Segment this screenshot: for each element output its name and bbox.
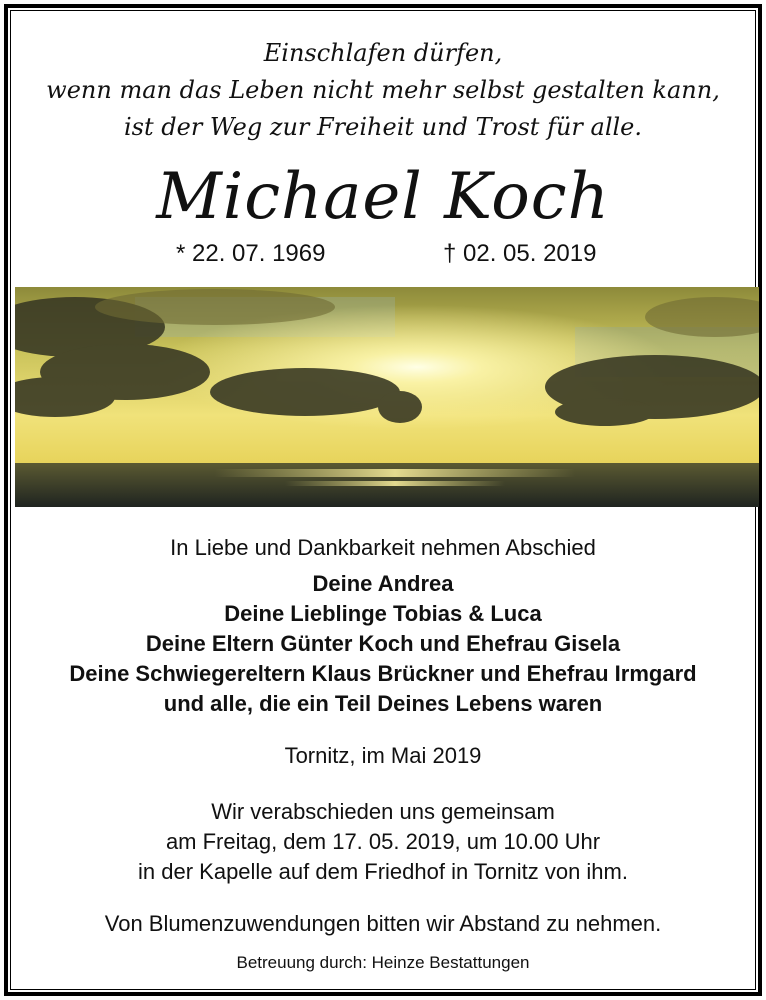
death-date: † 02. 05. 2019 [443,240,597,267]
poem [11,35,755,146]
funeral-line: Wir verabschieden uns gemeinsam [211,799,555,824]
sunset-photo [15,287,759,507]
intro-text: In Liebe und Dankbarkeit nehmen Abschied [170,535,596,560]
place-date: Tornitz, im Mai 2019 [284,743,482,768]
obituary-inner-border [10,10,756,990]
mourner-line: Deine Lieblinge Tobias & Luca [224,601,542,626]
deceased-name: Michael Koch [156,160,610,234]
mourners-list [11,569,755,719]
mourner-line: Deine Schwiegereltern Klaus Brückner und Ehefrau Irmgard [69,661,697,686]
funeral-details [11,797,755,887]
funeral-home-note: Betreuung durch: Heinze Bestattungen [236,953,530,972]
poem-line-3: ist der Weg zur Freiheit und Trost für alle. [123,113,642,141]
obituary-frame [4,4,762,996]
funeral-line: in der Kapelle auf dem Friedhof in Tornitz von ihm. [138,859,628,884]
birth-date: * 22. 07. 1969 [176,240,326,267]
mourner-line: Deine Andrea [312,571,454,596]
life-dates [11,240,755,276]
mourner-line: und alle, die ein Teil Deines Lebens waren [163,691,603,716]
mourner-line: Deine Eltern Günter Koch und Ehefrau Gisela [145,631,621,656]
poem-line-2: wenn man das Leben nicht mehr selbst gestalten kann, [46,76,720,104]
funeral-line: am Freitag, dem 17. 05. 2019, um 10.00 Uhr [165,829,601,854]
poem-line-1: Einschlafen dürfen, [263,39,503,67]
flowers-note: Von Blumenzuwendungen bitten wir Abstand zu nehmen. [104,911,662,936]
